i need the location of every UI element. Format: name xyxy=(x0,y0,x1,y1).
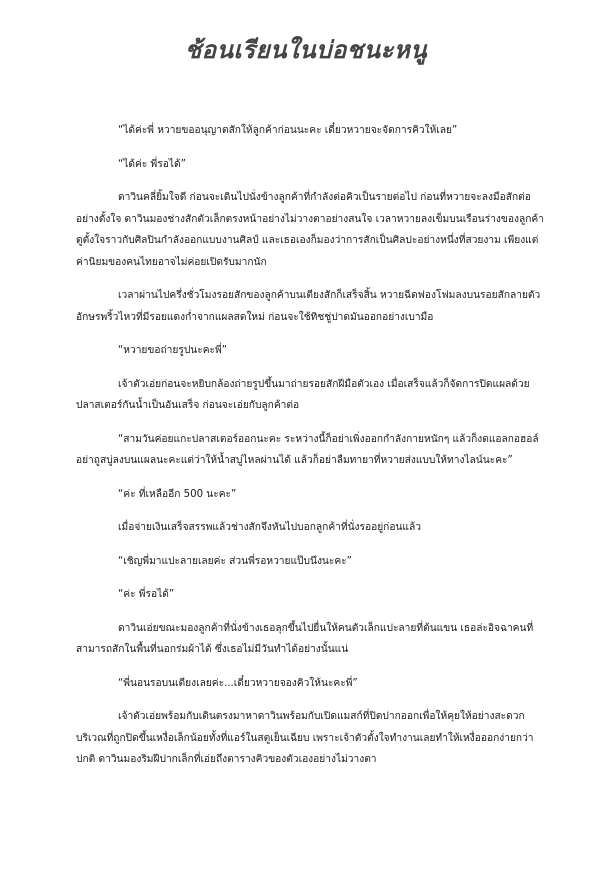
paragraph: “หวายขอถ่ายรูปนะคะพี่” xyxy=(118,345,227,356)
paragraph: “ค่ะ พี่รอได้” xyxy=(118,589,175,600)
paragraph: เมื่อจ่ายเงินเสร็จสรรพแล้วช่างสักจึงหันไปบอกลูกค้าที่นั่งรออยู่ก่อนแล้ว xyxy=(118,522,421,533)
paragraph: ดาวินคลี่ยิ้มใจดี ก่อนจะเดินไปนั่งข้างลูกค้าที่กำลังต่อคิวเป็นรายต่อไป ก่อนที่หวายจะลงมือสักต่ออย่างตั้งใจ ดาวินมองช่างสักตัวเล็กตรงหน้าอย่างไม่วางตาอย่างสนใจ เวลาหวายลงเข็มบนเรือนร่างของลูกค้าดูตั้งใจราวกับศิลปินกำลังออกแบบงานศิลป์ และเธอเองก็มองว่าการสักเป็นศิลปะอย่างหนึ่งที่สวยงาม เพียงแต่ค่านิยมของคนไทยอาจไม่ค่อยเปิดรับมากนัก xyxy=(76,192,544,268)
paragraph: เจ้าตัวเอ่ยพร้อมกับเดินตรงมาหาดาวินพร้อมกับเปิดแมสก์ที่ปิดปากออกเพื่อให้คุยให้อย่างสะดวกบริเวณที่ถูกปิดขึ้นเหงื่อเล็กน้อยทั้งที่แอร์ในสตูเย็นเฉียบ เพราะเจ้าตัวตั้งใจทำงานเลยทำให้เหงื่อออกง่ายกว่าปกติ ดาวินมองริมฝีปากเล็กที่เอ่ยถึงตารางคิวของตัวเองอย่างไม่วางตา xyxy=(76,711,534,765)
paragraph: “ได้ค่ะ พี่รอได้” xyxy=(118,158,186,170)
paragraph: “เชิญพี่มาแปะลายเลยค่ะ ส่วนพี่รอหวายแป๊บนึงนะคะ” xyxy=(118,555,352,567)
document-title: ช้อนเรียนในบ่อชนะหนู xyxy=(184,35,428,64)
paragraph: ดาวินเอ่ยขณะมองลูกค้าที่นั่งข้างเธอลุกขึ้นไปยื่นให้คนตัวเล็กแปะลายที่ต้นแขน เธอล่ะอิจฉาคนที่สามารถสักในพื้นที่นอกร่มผ้าได้ ซึ่งเธอไม่มีวันทำได้อย่างนั้นแน่ xyxy=(76,622,534,655)
paragraph: “ได้ค่ะพี่ หวายขออนุญาตสักให้ลูกค้าก่อนนะคะ เดี๋ยวหวายจะจัดการคิวให้เลย” xyxy=(118,125,458,136)
paragraph: เวลาผ่านไปครึ่งชั่วโมงรอยสักของลูกค้าบนเตียงสักก็เสร็จสิ้น หวายฉีดฟองโฟมลงบนรอยสักลายตัวอักษรพริ้วไหวที่มีรอยแดงก่ำจากแผลสดใหม่ ก่อนจะใช้ทิชชู่ปาดมันออกอย่างเบามือ xyxy=(76,290,541,323)
paragraph: “พี่นอนรอบนเตียงเลยค่ะ...เดี๋ยวหวายจองคิวให้นะคะพี่” xyxy=(118,677,358,689)
paragraph: “ค่ะ ที่เหลืออีก 500 นะคะ” xyxy=(118,488,237,500)
paragraph: “สามวันค่อยแกะปลาสเตอร์ออกนะคะ ระหว่างนี้ก็อย่าเพิ่งออกกำลังกายหนักๆ แล้วก็งดแอลกอฮอล์อย่าถูสบู่ลงบนแผลนะคะแต่ว่าให้น้ำสบู่ไหลผ่านได้ แล้วก็อย่าลืมทายาที่หวายส่งแบบให้ทางไลน์นะคะ” xyxy=(76,433,539,466)
paragraph: เจ้าตัวเอ่ยก่อนจะหยิบกล้องถ่ายรูปขึ้นมาถ่ายรอยสักฝีมือตัวเอง เมื่อเสร็จแล้วก็จัดการปิดแผลด้วยปลาสเตอร์กันน้ำเป็นอันเสร็จ ก่อนจะเอ่ยกับลูกค้าต่อ xyxy=(76,378,530,411)
document-body xyxy=(76,120,544,783)
